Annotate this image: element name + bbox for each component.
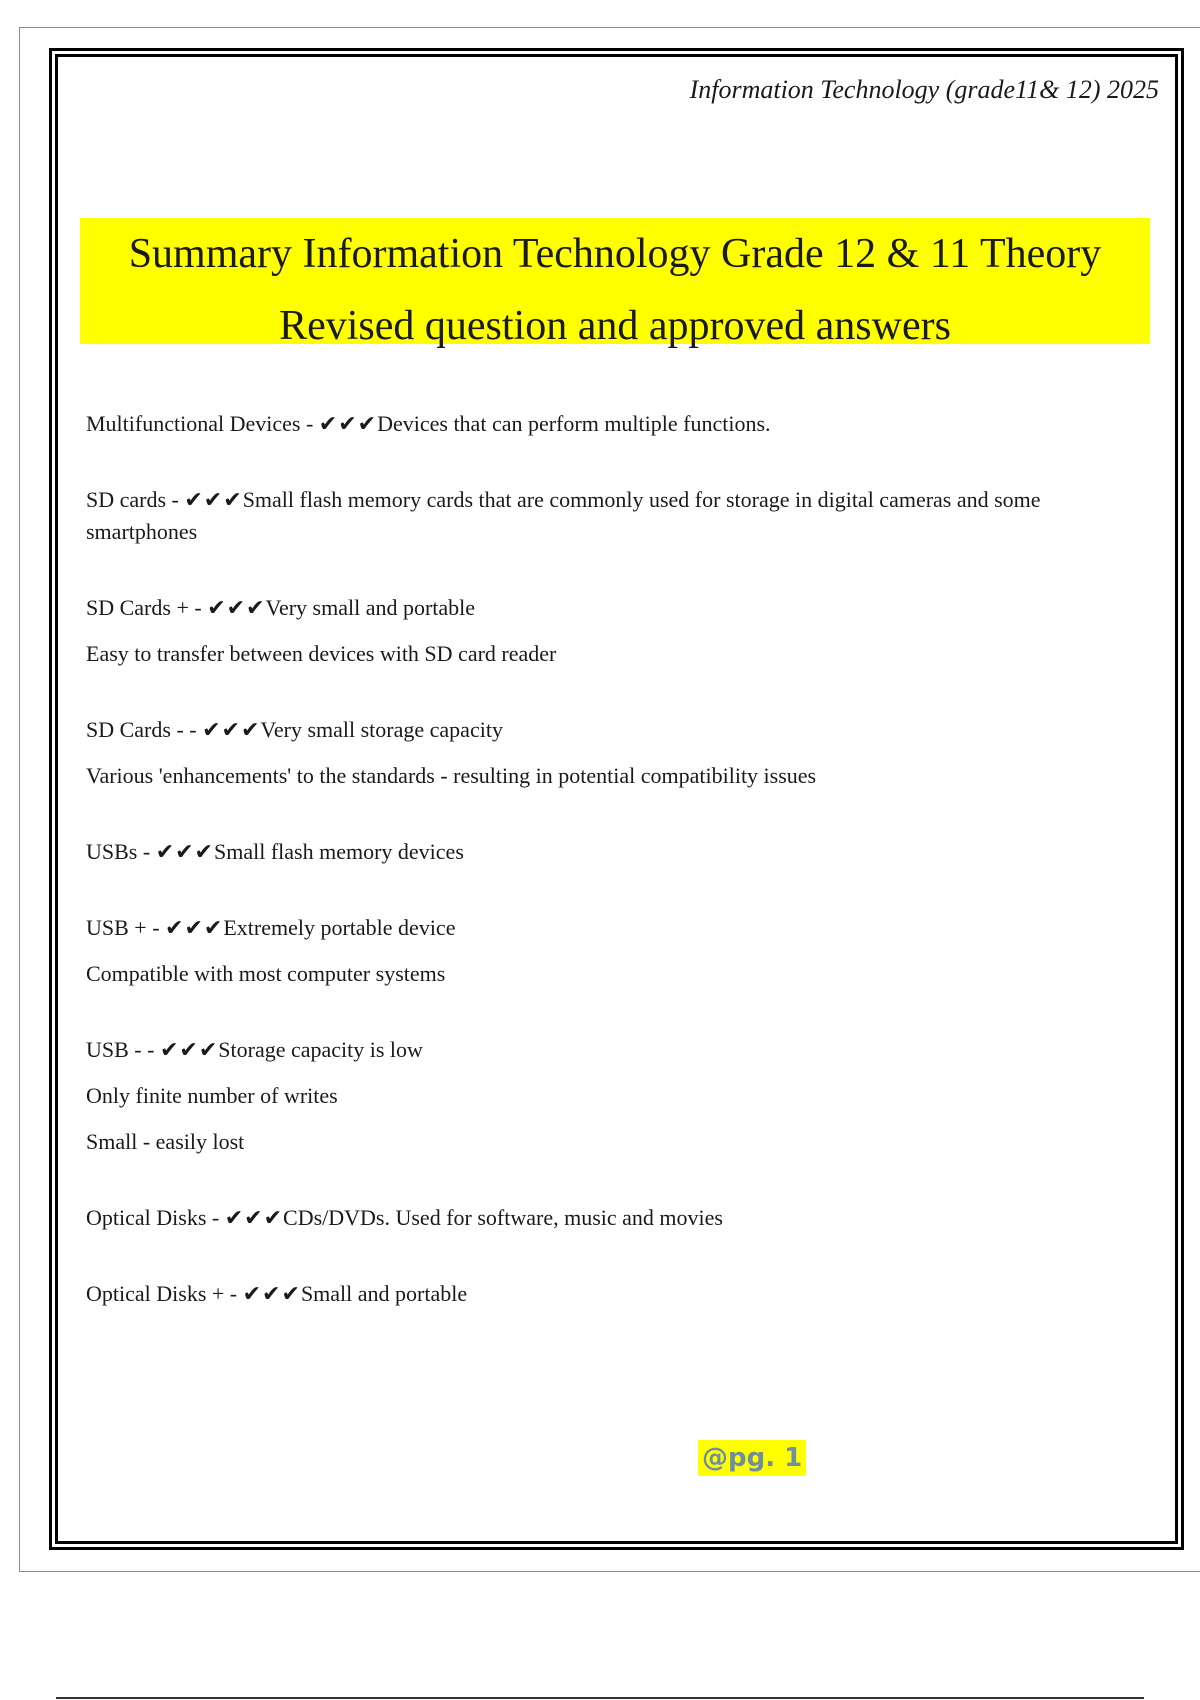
term: USBs - — [86, 839, 151, 864]
divider — [56, 1697, 1144, 1699]
checkmarks-icon: ✔✔✔ — [159, 1037, 219, 1062]
term: Multifunctional Devices - — [86, 411, 314, 436]
definition-continuation: Only finite number of writes — [86, 1083, 338, 1108]
definition-entry — [86, 836, 1146, 868]
definition-entry — [86, 484, 1146, 548]
definition-text: Devices that can perform multiple functions. — [377, 411, 771, 436]
definition-entry — [86, 408, 1146, 440]
checkmarks-icon: ✔✔✔ — [207, 595, 266, 620]
term: SD Cards - - — [86, 717, 197, 742]
term: Optical Disks - — [86, 1205, 220, 1230]
definition-line — [86, 408, 1146, 440]
title-banner — [80, 218, 1150, 349]
checkmarks-icon: ✔✔✔ — [165, 915, 224, 940]
checkmarks-icon: ✔✔✔ — [202, 717, 261, 742]
definition-line — [86, 592, 1146, 624]
checkmarks-icon: ✔✔✔ — [184, 487, 243, 512]
term: SD Cards + - — [86, 595, 202, 620]
definition-entry — [86, 1034, 1146, 1158]
definition-text: Small flash memory cards that are commonly used for storage in digital cameras and some smartphones — [86, 487, 1041, 544]
running-header: Information Technology (grade11& 12) 2025 — [689, 75, 1159, 104]
definition-line — [86, 484, 1146, 548]
title-line-2: Revised question and approved answers — [279, 303, 951, 349]
definition-text: Very small and portable — [265, 595, 476, 620]
term: Optical Disks + - — [86, 1281, 238, 1306]
definition-line — [86, 1278, 1146, 1310]
definition-continuation: Easy to transfer between devices with SD card reader — [86, 641, 557, 666]
definition-line — [86, 836, 1146, 868]
definition-entry — [86, 1278, 1146, 1310]
definition-continuation: Various 'enhancements' to the standards - resulting in potential compatibility issues — [86, 763, 817, 788]
definition-text: Storage capacity is low — [218, 1037, 423, 1062]
term: USB + - — [86, 915, 160, 940]
definition-entry — [86, 714, 1146, 792]
definition-line — [86, 714, 1146, 746]
term: SD cards - — [86, 487, 179, 512]
definition-entry — [86, 1202, 1146, 1234]
definition-continuation: Small - easily lost — [86, 1129, 245, 1154]
term: USB - - — [86, 1037, 155, 1062]
checkmarks-icon: ✔✔✔ — [242, 1281, 301, 1306]
definition-text: CDs/DVDs. Used for software, music and movies — [283, 1205, 723, 1230]
definition-line — [86, 1034, 1146, 1066]
checkmarks-icon: ✔✔✔ — [155, 839, 214, 864]
definitions-list — [86, 408, 1146, 1354]
definition-entry — [86, 592, 1146, 670]
definition-text: Small and portable — [300, 1281, 468, 1306]
definition-text: Extremely portable device — [223, 915, 456, 940]
title-line-1: Summary Information Technology Grade 12 & 11 Theory — [128, 231, 1102, 277]
definition-continuation: Compatible with most computer systems — [86, 961, 446, 986]
checkmarks-icon: ✔✔✔ — [224, 1205, 284, 1230]
definition-line — [86, 1202, 1146, 1234]
definition-entry — [86, 912, 1146, 990]
page-number: @pg. 1 — [698, 1440, 806, 1476]
definition-text: Very small storage capacity — [260, 717, 503, 742]
page-border — [49, 48, 1184, 1550]
definition-text: Small flash memory devices — [214, 839, 464, 864]
checkmarks-icon: ✔✔✔ — [318, 411, 378, 436]
definition-line — [86, 912, 1146, 944]
